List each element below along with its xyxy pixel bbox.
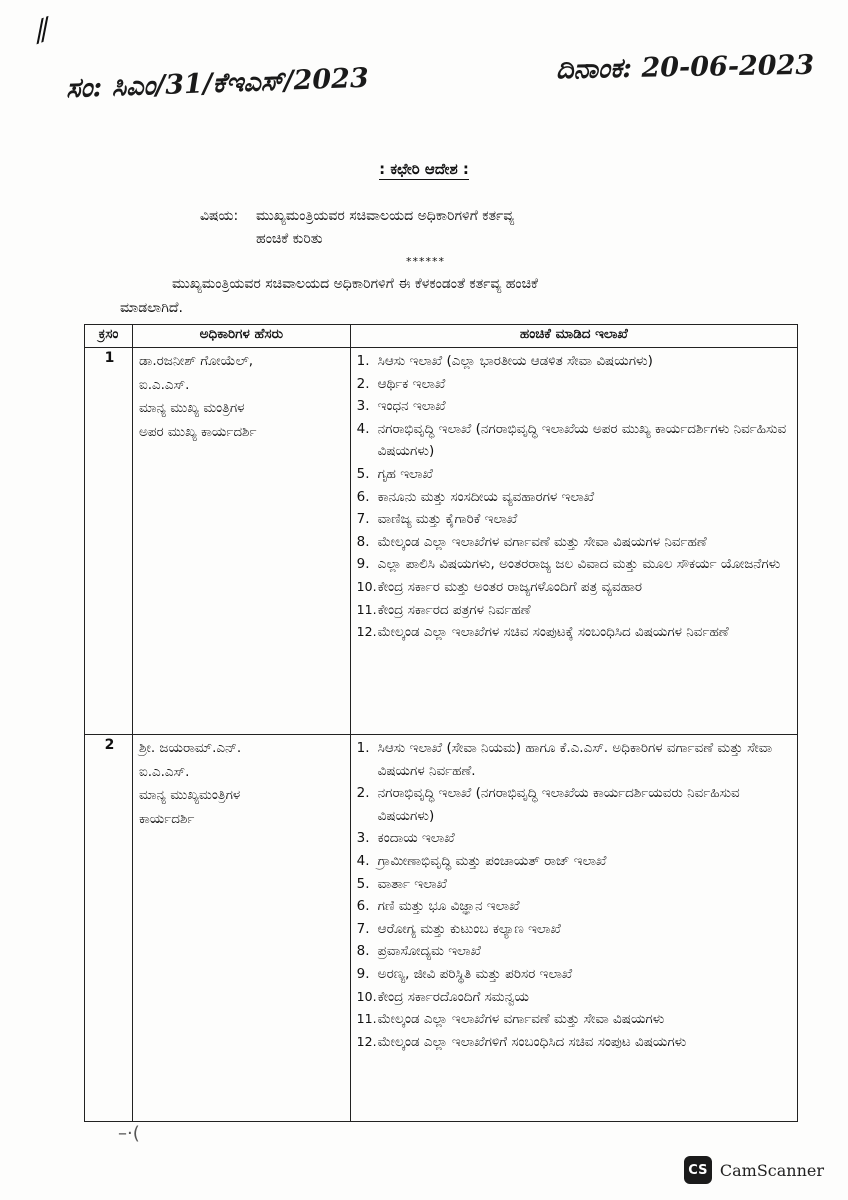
department-item: [357, 553, 793, 576]
department-number: 1.: [356, 353, 370, 369]
department-item: [357, 599, 793, 622]
department-text: ಗಣಿ ಮತ್ತು ಭೂ ವಿಜ್ಞಾನ ಇಲಾಖೆ: [377, 898, 520, 915]
table-row: [85, 348, 798, 735]
department-number: 12.: [356, 624, 377, 640]
subject-label: ವಿಷಯ:: [200, 208, 239, 224]
department-item: [357, 486, 793, 509]
subject-line-2: ಹಂಚಿಕೆ ಕುರಿತು: [256, 231, 323, 247]
department-text: ಪ್ರವಾಸೋದ್ಯಮ ಇಲಾಖೆ: [377, 943, 481, 960]
department-text: ಕಾನೂನು ಮತ್ತು ಸಂಸದೀಯ ವ್ಯವಹಾರಗಳ ಇಲಾಖೆ: [377, 488, 595, 505]
department-text: ಆರೋಗ್ಯ ಮತ್ತು ಕುಟುಂಬ ಕಲ್ಯಾಣ ಇಲಾಖೆ: [377, 920, 561, 937]
table-header-row: [85, 325, 798, 348]
department-text: ಮೇಲ್ಕಂಡ ಎಲ್ಲಾ ಇಲಾಖೆಗಳ ಸಚಿವ ಸಂಪುಟಕ್ಕೆ ಸಂಬಂಧಿಸಿದ ವಿಷಯಗಳ ನಿರ್ವಹಣೆ: [377, 624, 729, 641]
serial-number: 1: [85, 348, 133, 735]
pen-mark: –·(: [118, 1123, 140, 1144]
department-item: [357, 850, 793, 873]
department-number: 1.: [356, 740, 370, 756]
departments-cell: [350, 735, 797, 1122]
department-number: 7.: [356, 920, 370, 937]
departments-cell: [350, 348, 797, 735]
department-text: ಗೃಹ ಇಲಾಖೆ: [377, 465, 433, 482]
department-text: ಸಿಆಸು ಇಲಾಖೆ (ಎಲ್ಲಾ ಭಾರತೀಯ ಆಡಳಿತ ಸೇವಾ ವಿಷಯಗಳು): [377, 353, 653, 369]
separator-stars: ******: [406, 255, 445, 268]
subject-line-1: ಮುಖ್ಯಮಂತ್ರಿಯವರ ಸಚಿವಾಲಯದ ಅಧಿಕಾರಿಗಳಿಗೆ ಕರ್ತವ್ಯ: [256, 208, 515, 224]
officer-line: ಅಪರ ಮುಖ್ಯ ಕಾರ್ಯದರ್ಶಿ: [138, 423, 257, 440]
department-number: 2.: [356, 785, 370, 802]
department-text: ಕೇಂದ್ರ ಸರ್ಕಾರದೊಂದಿಗೆ ಸಮನ್ವಯ: [377, 988, 530, 1005]
department-text: ವಾಣಿಜ್ಯ ಮತ್ತು ಕೈಗಾರಿಕೆ ಇಲಾಖೆ: [377, 511, 518, 528]
department-number: 6.: [356, 898, 370, 915]
department-number: 12.: [356, 1033, 377, 1049]
header-departments: ಹಂಚಿಕೆ ಮಾಡಿದ ಇಲಾಖೆ: [350, 325, 797, 348]
department-item: [357, 418, 793, 463]
department-number: 7.: [356, 511, 370, 528]
department-item: [357, 737, 793, 782]
department-item: [357, 373, 793, 396]
department-text: ಕೇಂದ್ರ ಸರ್ಕಾರ ಮತ್ತು ಅಂತರ ರಾಜ್ಯಗಳೊಂದಿಗೆ ಪತ್ರ ವ್ಯವಹಾರ: [377, 578, 642, 595]
department-text: ಗ್ರಾಮೀಣಾಭಿವೃದ್ಧಿ ಮತ್ತು ಪಂಚಾಯತ್ ರಾಜ್ ಇಲಾಖೆ: [377, 852, 607, 869]
department-text: ಕಂದಾಯ ಇಲಾಖೆ: [377, 830, 455, 847]
department-item: [357, 782, 793, 827]
duty-allocation-table: [84, 324, 798, 1122]
department-item: [357, 918, 793, 941]
department-text: ಮೇಲ್ಕಂಡ ಎಲ್ಲಾ ಇಲಾಖೆಗಳಿಗೆ ಸಂಬಂಧಿಸಿದ ಸಚಿವ ಸಂಪುಟ ವಿಷಯಗಳು: [377, 1033, 687, 1050]
department-number: 10.: [356, 988, 377, 1004]
department-number: 4.: [356, 852, 370, 869]
department-text: ನಗರಾಭಿವೃದ್ಧಿ ಇಲಾಖೆ (ನಗರಾಭಿವೃದ್ಧಿ ಇಲಾಖೆಯ ಅಪರ ಮುಖ್ಯ ಕಾರ್ಯದರ್ಶಿಗಳು ನಿರ್ವಹಿಸುವ ವಿಷಯಗಳು): [377, 420, 787, 460]
department-item: [357, 395, 793, 418]
department-text: ಇಂಧನ ಇಲಾಖೆ: [377, 398, 446, 415]
department-number: 5.: [356, 465, 370, 482]
officer-line: ಡಾ.ರಜನೀಶ್ ಗೋಯೆಲ್,: [138, 353, 254, 369]
department-item: [357, 531, 793, 554]
camscanner-watermark: [684, 1156, 824, 1184]
intro-line-2: ಮಾಡಲಾಗಿದೆ.: [120, 300, 183, 316]
department-item: [357, 986, 793, 1009]
department-text: ನಗರಾಭಿವೃದ್ಧಿ ಇಲಾಖೆ (ನಗರಾಭಿವೃದ್ಧಿ ಇಲಾಖೆಯ ಕಾರ್ಯದರ್ಶಿಯವರು ನಿರ್ವಹಿಸುವ ವಿಷಯಗಳು): [377, 785, 740, 824]
department-text: ಕೇಂದ್ರ ಸರ್ಕಾರದ ಪತ್ರಗಳ ನಿರ್ವಹಣೆ: [377, 601, 531, 618]
officer-cell: [132, 348, 350, 735]
officer-line: ಐ.ಎ.ಎಸ್.: [138, 763, 190, 780]
department-item: [357, 940, 793, 963]
department-item: [357, 508, 793, 531]
department-number: 8.: [356, 533, 370, 550]
department-text: ಮೇಲ್ಕಂಡ ಎಲ್ಲಾ ಇಲಾಖೆಗಳ ವರ್ಗಾವಣೆ ಮತ್ತು ಸೇವಾ ವಿಷಯಗಳ ನಿರ್ವಹಣೆ: [377, 533, 707, 550]
department-item: [357, 1031, 793, 1054]
department-text: ಆರ್ಥಿಕ ಇಲಾಖೆ: [377, 375, 446, 392]
subject-block: [200, 205, 514, 251]
intro-paragraph: [120, 272, 770, 320]
reference-number: ಸಂ: ಸಿಎಂ/31/ಕೆಇಎಸ್/2023: [65, 62, 370, 105]
department-list: [357, 737, 793, 1053]
department-text: ಅರಣ್ಯ, ಜೀವಿ ಪರಿಸ್ಥಿತಿ ಮತ್ತು ಪರಿಸರ ಇಲಾಖೆ: [377, 965, 573, 982]
department-number: 9.: [356, 965, 370, 982]
department-number: 8.: [356, 943, 370, 960]
officer-line: ಶ್ರೀ. ಜಯರಾಮ್.ಎನ್.: [138, 740, 242, 756]
department-item: [357, 873, 793, 896]
department-number: 9.: [356, 556, 370, 573]
department-item: [357, 963, 793, 986]
department-number: 6.: [356, 488, 370, 505]
department-item: [357, 463, 793, 486]
department-number: 4.: [356, 420, 370, 437]
department-item: [357, 350, 793, 373]
department-list: [357, 350, 793, 644]
handwritten-tick-mark: ⁄⁄: [32, 13, 54, 50]
department-number: 5.: [356, 875, 370, 892]
header-serial: ಕ್ರಸಂ: [85, 325, 133, 348]
department-item: [357, 576, 793, 599]
handwritten-date: ದಿನಾಂಕ: 20-06-2023: [555, 49, 815, 86]
department-item: [357, 895, 793, 918]
department-number: 11.: [356, 1011, 377, 1027]
department-item: [357, 1008, 793, 1031]
department-item: [357, 621, 793, 644]
department-text: ಎಲ್ಲಾ ಪಾಲಿಸಿ ವಿಷಯಗಳು, ಅಂತರರಾಜ್ಯ ಜಲ ವಿವಾದ ಮತ್ತು ಮೂಲ ಸೌಕರ್ಯ ಯೋಜನೆಗಳು: [377, 556, 781, 573]
table-row: [85, 735, 798, 1122]
order-title: : ಕಛೇರಿ ಆದೇಶ :: [379, 160, 469, 178]
camscanner-text: CamScanner: [719, 1160, 824, 1180]
department-number: 10.: [356, 578, 377, 594]
department-number: 2.: [356, 375, 370, 392]
department-number: 3.: [356, 398, 370, 415]
department-number: 3.: [356, 830, 370, 847]
officer-line: ಐ.ಎ.ಎಸ್.: [138, 376, 190, 393]
officer-line: ಮಾನ್ಯ ಮುಖ್ಯಮಂತ್ರಿಗಳ: [138, 787, 241, 803]
department-text: ಸಿಆಸು ಇಲಾಖೆ (ಸೇವಾ ನಿಯಮ) ಹಾಗೂ ಕೆ.ಎ.ಎಸ್. ಅಧಿಕಾರಿಗಳ ವರ್ಗಾವಣೆ ಮತ್ತು ಸೇವಾ ವಿಷಯಗಳ ನಿರ್ವಹಣೆ.: [377, 740, 773, 779]
serial-number: 2: [85, 735, 133, 1122]
camscanner-logo-icon: CS: [684, 1156, 712, 1184]
department-text: ವಾರ್ತಾ ಇಲಾಖೆ: [377, 875, 447, 892]
department-text: ಮೇಲ್ಕಂಡ ಎಲ್ಲಾ ಇಲಾಖೆಗಳ ವರ್ಗಾವಣೆ ಮತ್ತು ಸೇವಾ ವಿಷಯಗಳು: [377, 1011, 665, 1028]
officer-cell: [132, 735, 350, 1122]
header-officer: ಅಧಿಕಾರಿಗಳ ಹೆಸರು: [132, 325, 350, 348]
officer-line: ಕಾರ್ಯದರ್ಶಿ: [138, 810, 195, 827]
officer-line: ಮಾನ್ಯ ಮುಖ್ಯ ಮಂತ್ರಿಗಳ: [138, 400, 245, 416]
department-item: [357, 827, 793, 850]
department-number: 11.: [356, 601, 377, 617]
intro-line-1: ಮುಖ್ಯಮಂತ್ರಿಯವರ ಸಚಿವಾಲಯದ ಅಧಿಕಾರಿಗಳಿಗೆ ಈ ಕೆಳಕಂಡಂತೆ ಕರ್ತವ್ಯ ಹಂಚಿಕೆ: [172, 276, 538, 292]
